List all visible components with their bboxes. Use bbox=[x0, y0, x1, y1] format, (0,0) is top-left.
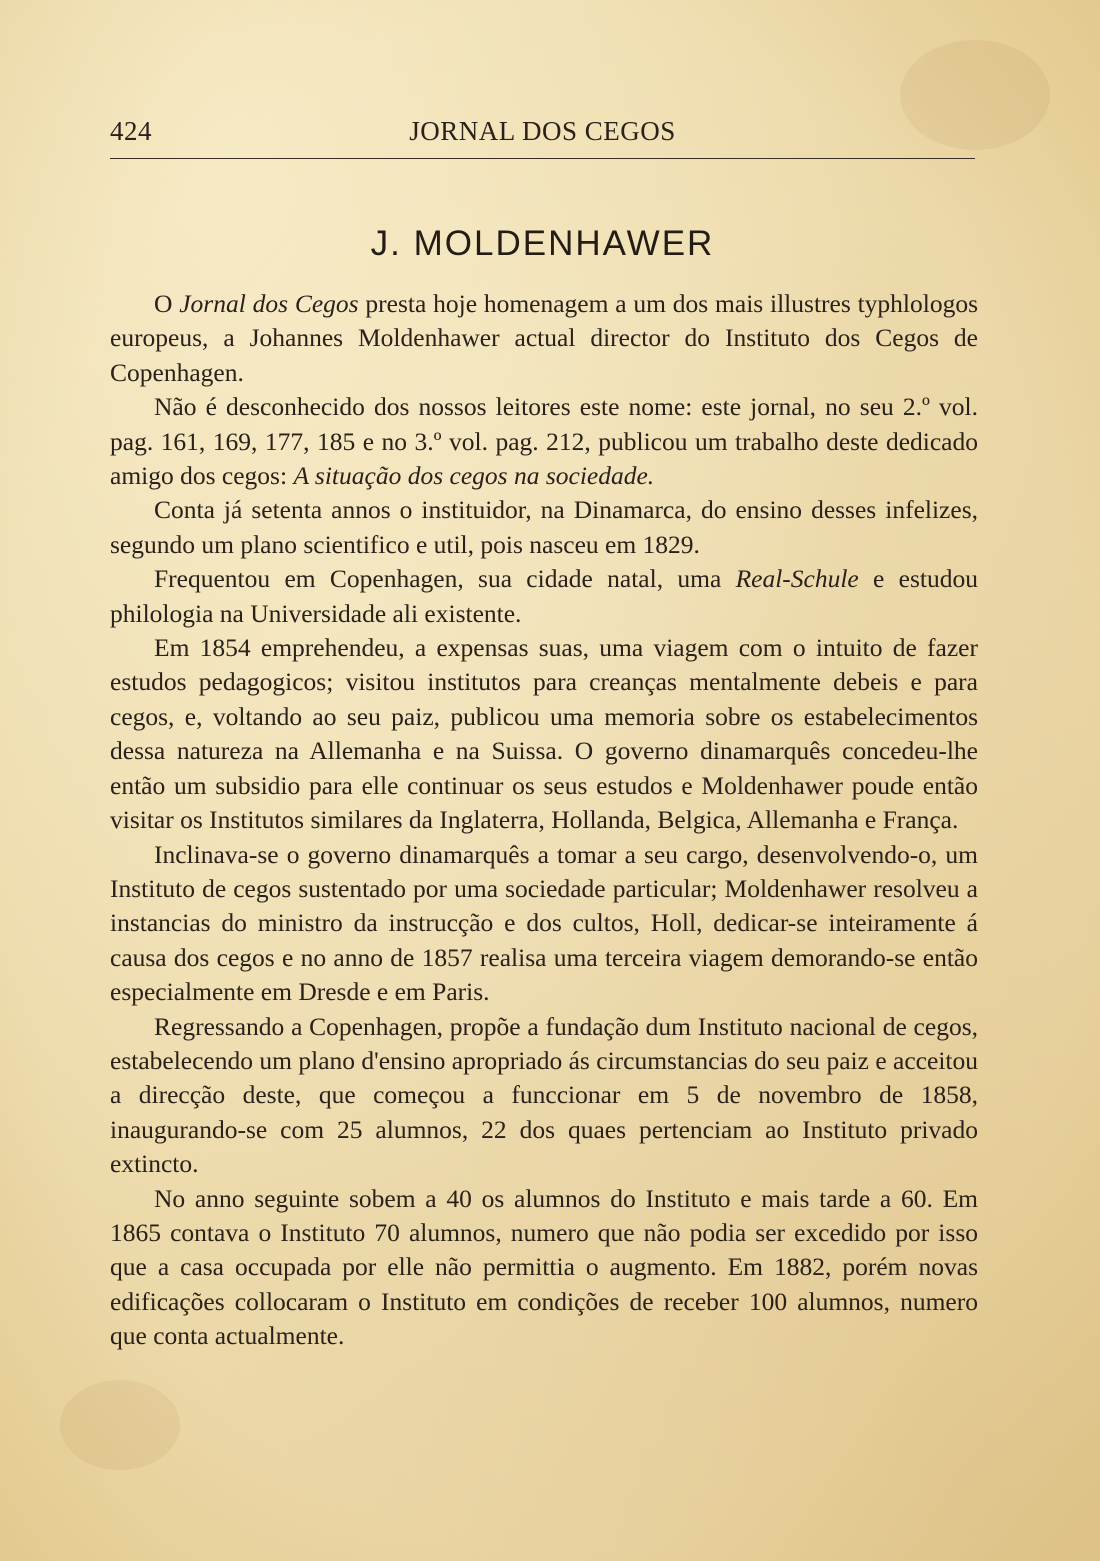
page-header bbox=[110, 116, 975, 152]
paragraph: Não é desconhecido dos nossos leitores este nome: este jornal, no seu 2.º vol. pag. 161, 169, 177, 185 e no 3.º vol. pag. 212, publicou um trabalho deste dedicado amigo dos cegos: A situação dos cegos na sociedade. bbox=[110, 392, 978, 491]
paper-stain bbox=[60, 1380, 180, 1470]
journal-name: Jornal dos Cegos bbox=[179, 289, 359, 318]
paragraph: No anno seguinte sobem a 40 os alumnos do Instituto e mais tarde a 60. Em 1865 contava o Instituto 70 alumnos, numero que não podia ser excedido por isso que a casa occupada por elle não permittia o augmento. Em 1882, porém novas edificações collocaram o Instituto em condições de receber 100 alumnos, numero que conta actualmente. bbox=[110, 1183, 978, 1351]
paragraph: Frequentou em Copenhagen, sua cidade natal, uma Real-Schule e estudou philologia na Universidade ali existente. bbox=[110, 564, 978, 628]
paragraph: Conta já setenta annos o instituidor, na Dinamarca, do ensino desses infelizes, segundo um plano scientifico e util, pois nasceu em 1829. bbox=[110, 495, 978, 559]
header-rule bbox=[110, 158, 975, 159]
paragraph: Inclinava-se o governo dinamarquês a tomar a seu cargo, desenvolvendo-o, um Instituto de cegos sustentado por uma sociedade particular; Moldenhawer resolveu a instancias do ministro da instrucção e dos cultos, Holl, dedicar-se inteiramente á causa dos cegos e no anno de 1857 realisa uma terceira viagem demorando-se então especialmente em Dresde e em Paris. bbox=[110, 839, 978, 1007]
running-head: JORNAL DOS CEGOS bbox=[409, 116, 676, 146]
paragraph: Regressando a Copenhagen, propõe a fundação dum Instituto nacional de cegos, estabelecendo um plano d'ensino apropriado ás circumstancias do seu paiz e acceitou a direcção deste, que começou a funccionar em 5 de novembro de 1858, inaugurando-se com 25 alumnos, 22 dos quaes pertenciam ao Instituto privado extincto. bbox=[110, 1011, 978, 1179]
work-title: A situação dos cegos na sociedade. bbox=[293, 461, 655, 491]
paragraph: Em 1854 emprehendeu, a expensas suas, uma viagem com o intuito de fazer estudos pedagogicos; visitou institutos para creanças mentalmente debeis e para cegos, e, voltando ao seu paiz, publicou uma memoria sobre os estabelecimentos dessa natureza na Allemanha e na Suissa. O governo dinamarquês concedeu-lhe então um subsidio para elle continuar os seus estudos e Moldenhawer poude então visitar os Institutos similares da Inglaterra, Hollanda, Belgica, Allemanha e França. bbox=[110, 633, 978, 835]
article-title: J. MOLDENHAWER bbox=[370, 224, 715, 263]
school-name: Real-Schule bbox=[735, 564, 859, 594]
paragraph: O Jornal dos Cegos presta hoje homenagem a um dos mais illustres typhlologos europeus, a Johannes Moldenhawer actual director do Instituto dos Cegos de Copenhagen. bbox=[110, 289, 978, 387]
page-number: 424 bbox=[110, 116, 152, 146]
article-body bbox=[110, 287, 978, 1354]
